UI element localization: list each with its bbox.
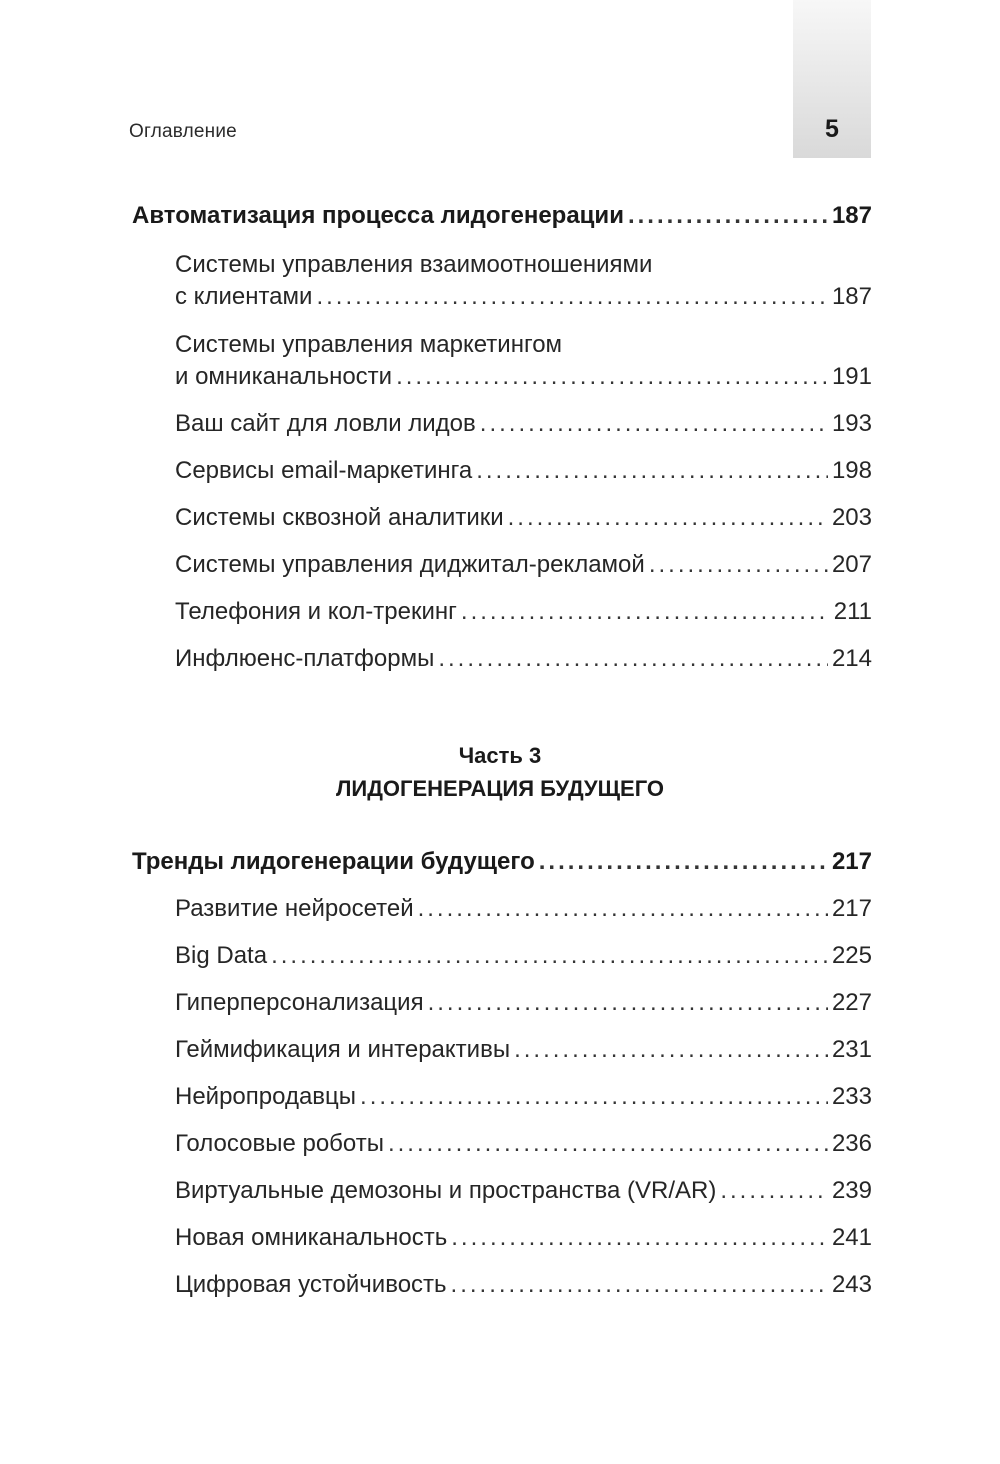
toc-entry-title: Ваш сайт для ловли лидов (175, 410, 476, 437)
toc-entry-title: Геймификация и интерактивы (175, 1036, 511, 1063)
toc-entry-title-line1: Системы управления маркетингом (175, 331, 563, 358)
toc-entry-title: Телефония и кол-трекинг (175, 598, 457, 625)
toc-entry-title: Цифровая устойчивость (175, 1271, 447, 1298)
leader-dots (514, 1036, 828, 1064)
toc-page-number: 239 (831, 1177, 872, 1204)
toc-chapter-title: Автоматизация процесса лидогенерации (132, 202, 624, 229)
toc-entry[interactable] (175, 1177, 872, 1205)
leader-dots (476, 457, 828, 485)
toc-entry-title: Нейропродавцы (175, 1083, 357, 1110)
leader-dots (396, 363, 828, 391)
toc-page-number: 187 (831, 283, 872, 310)
toc-entry[interactable] (175, 410, 872, 438)
leader-dots (360, 1083, 828, 1111)
toc-page-number: 225 (831, 942, 872, 969)
leader-dots (720, 1177, 828, 1205)
toc-entry-title: Сервисы email-маркетинга (175, 457, 473, 484)
running-title: Оглавление (129, 121, 237, 142)
toc-entry[interactable] (175, 942, 872, 970)
leader-dots (388, 1130, 828, 1158)
leader-dots (418, 895, 828, 923)
toc-page-number: 191 (831, 363, 872, 390)
page-number: 5 (825, 115, 839, 143)
toc-entry[interactable] (175, 1271, 872, 1299)
toc-page-number: 227 (831, 989, 872, 1016)
toc-page-number: 236 (831, 1130, 872, 1157)
toc-entry[interactable] (175, 504, 872, 532)
toc-entry[interactable] (175, 1083, 872, 1111)
toc-page-number: 233 (831, 1083, 872, 1110)
toc-entry[interactable] (175, 598, 872, 626)
toc-entry[interactable] (175, 363, 872, 391)
toc-page-number: 241 (831, 1224, 872, 1251)
leader-dots (539, 848, 828, 876)
part-label: Часть 3 (458, 743, 542, 768)
toc-entry[interactable] (175, 1036, 872, 1064)
toc-entry[interactable] (175, 645, 872, 673)
toc-page-number: 211 (833, 598, 872, 625)
toc-page-number: 217 (831, 848, 872, 875)
toc-entry-title: Big Data (175, 942, 268, 969)
leader-dots (628, 202, 828, 230)
toc-page-number: 187 (831, 202, 872, 229)
toc-chapter-entry[interactable] (132, 202, 872, 230)
toc-entry-title: Новая омниканальность (175, 1224, 448, 1251)
toc-entry[interactable] (175, 1224, 872, 1252)
toc-page-number: 214 (831, 645, 872, 672)
toc-page-number: 231 (831, 1036, 872, 1063)
leader-dots (451, 1271, 828, 1299)
toc-entry[interactable] (175, 895, 872, 923)
toc-page-number: 217 (831, 895, 872, 922)
toc-page-number: 198 (831, 457, 872, 484)
toc-entry[interactable] (175, 283, 872, 311)
toc-entry-title: Системы управления диджитал-рекламой (175, 551, 645, 578)
leader-dots (649, 551, 828, 579)
leader-dots (451, 1224, 828, 1252)
toc-chapter-entry[interactable] (132, 848, 872, 876)
toc-chapter-title: Тренды лидогенерации будущего (132, 848, 535, 875)
leader-dots (508, 504, 828, 532)
toc-entry[interactable] (175, 457, 872, 485)
toc-entry-title: Голосовые роботы (175, 1130, 384, 1157)
toc-page-number: 207 (831, 551, 872, 578)
toc-entry-title: Гиперперсонализация (175, 989, 424, 1016)
toc-entry-title: с клиентами (175, 283, 313, 310)
toc-entry-title: Развитие нейросетей (175, 895, 414, 922)
leader-dots (461, 598, 830, 626)
leader-dots (271, 942, 828, 970)
leader-dots (438, 645, 828, 673)
toc-entry-title: Инфлюенс-платформы (175, 645, 435, 672)
toc-entry-title: Системы сквозной аналитики (175, 504, 504, 531)
part-title: ЛИДОГЕНЕРАЦИЯ БУДУЩЕГО (335, 776, 665, 801)
toc-entry-title: и омниканальности (175, 363, 393, 390)
leader-dots (480, 410, 828, 438)
leader-dots (316, 283, 828, 311)
toc-entry[interactable] (175, 989, 872, 1017)
toc-entry-title-line1: Системы управления взаимоотношениями (175, 251, 653, 278)
toc-entry[interactable] (175, 1130, 872, 1158)
leader-dots (428, 989, 828, 1017)
toc-entry-title: Виртуальные демозоны и пространства (VR/AR) (175, 1177, 717, 1204)
toc-page-number: 193 (831, 410, 872, 437)
toc-entry[interactable] (175, 551, 872, 579)
toc-page-number: 203 (831, 504, 872, 531)
toc-page-number: 243 (831, 1271, 872, 1298)
